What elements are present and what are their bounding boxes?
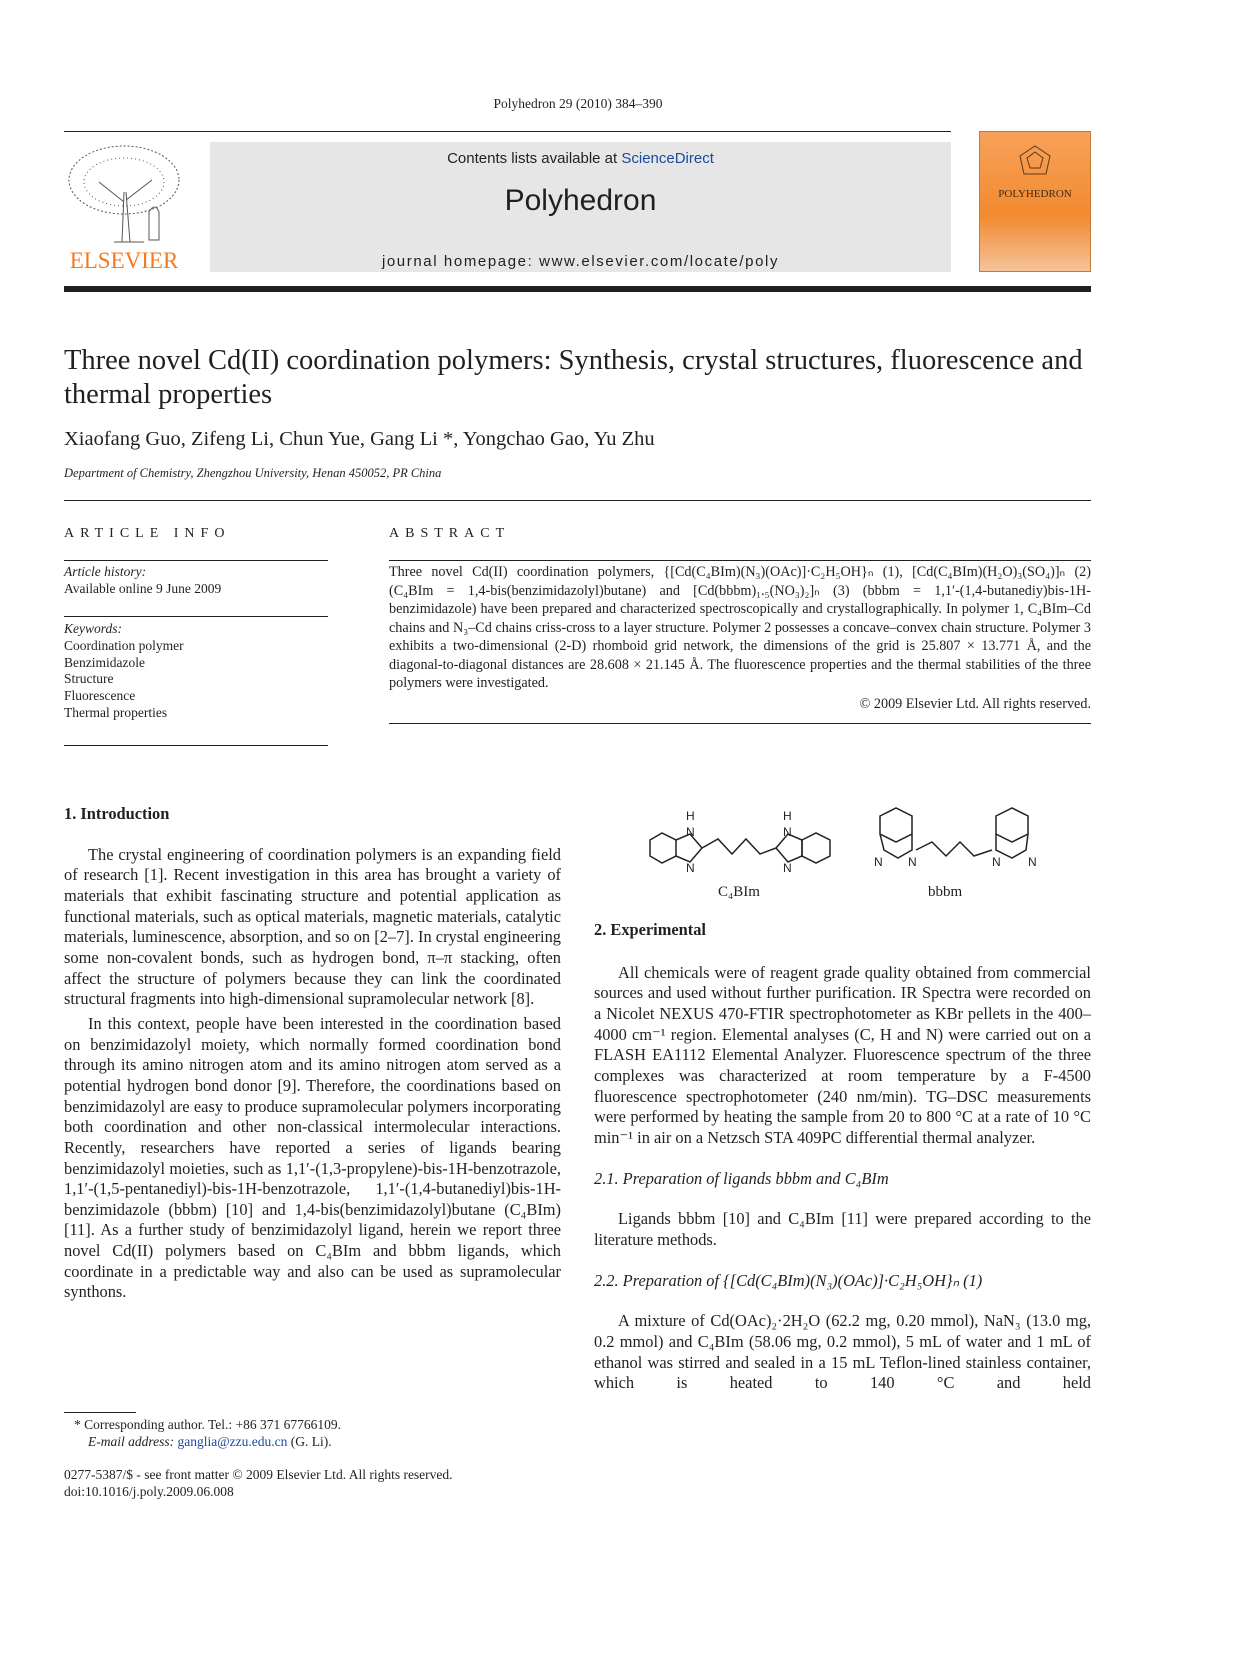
polyhedron-icon	[980, 138, 1090, 188]
affiliation: Department of Chemistry, Zhengzhou University, Henan 450052, PR China	[64, 466, 442, 480]
keywords: Keywords: Coordination polymer Benzimidazole Structure Fluorescence Thermal properties	[64, 621, 328, 722]
article-title: Three novel Cd(II) coordination polymers: Synthesis, crystal structures, fluorescence and thermal properties	[64, 345, 1083, 410]
elsevier-logo: ELSEVIER	[64, 142, 184, 274]
atom-label: N	[686, 861, 695, 875]
running-head: Polyhedron 29 (2010) 384–390	[493, 96, 663, 111]
keyword: Structure	[64, 671, 114, 687]
journal-cover: POLYHEDRON	[979, 131, 1091, 272]
journal-name: Polyhedron	[504, 184, 657, 217]
atom-label: N	[686, 825, 695, 839]
intro-paragraph: The crystal engineering of coordination polymers is an expanding field of research [1]. Recent investigation in this area has brought a variety of materials that exhibit fascinating structure and potential application as functional materials, such as optical materials, magnetic materials, catalytic materials, luminescence, absorption, and so on [2–7]. In crystal engineering some non-covalent bonds, such as hydrogen bond, π–π stacking, often affect the structure of polymers because they can link the coordinated structural fragments into high-dimensional supramolecular network [8].	[64, 844, 561, 1009]
subsection-paragraph: A mixture of Cd(OAc)₂·2H₂O (62.2 mg, 0.20 mmol), NaN₃ (13.0 mg, 0.2 mmol) and C₄BIm (58.06 mg, 0.2 mmol), 5 mL of water and 1 mL of ethanol was stirred and sealed in a 15 mL Teflon-lined stainless container, which is heated to 140 °C and held	[594, 1311, 1091, 1393]
right-column	[594, 920, 1091, 1394]
keyword: Coordination polymer	[64, 637, 184, 653]
abstract-block	[389, 563, 1091, 724]
benzene-ring	[996, 808, 1028, 842]
article-history: Article history: Available online 9 June 2009	[64, 564, 222, 596]
atom-label: H	[783, 809, 792, 823]
atom-label: N	[908, 855, 917, 869]
intro-paragraph: In this context, people have been interested in the coordination based on benzimidazolyl moiety, which normally formed coordination bond through its amino nitrogen atom and its amino nitrogen atom served as a potential hydrogen bond donor [9]. Therefore, the coordinations based on benzimidazolyl are easy to produce supramolecular polymers incorporating both coordination and other non-classical intermolecular interactions. Recently, researchers have reported a series of ligands bearing benzimidazolyl moieties, such as 1,1′-(1,3-propylene)-bis-1H-benzotrazole, 1,1′-(1,5-pentanediyl)-bis-1H-benzotrazole, 1,1′-(1,4-butanediyl)bis-1H-benzimidazole (bbbm) [10] and 1,4-bis(benzimidazolyl)butane (C₄BIm) [11]. As a further study of benzimidazolyl ligand, herein we report three novel Cd(II) polymers based on C₄BIm and bbbm ligands, which coordinate in a predictable way and also can be used as supramolecular synthons.	[64, 1013, 561, 1302]
divider	[64, 616, 328, 617]
ligand-label-c4bim: C₄BIm	[718, 884, 760, 900]
atom-label: N	[992, 855, 1001, 869]
footnote-rule	[64, 1412, 136, 1413]
left-column	[64, 804, 561, 1303]
divider	[389, 723, 1091, 724]
benzene-ring	[880, 808, 912, 842]
masthead-thick-rule	[64, 286, 1091, 292]
atom-label: N	[1028, 855, 1037, 869]
divider	[64, 500, 1091, 501]
section-heading-experimental: 2. Experimental	[594, 920, 706, 939]
benzene-ring	[802, 833, 830, 863]
divider	[64, 745, 328, 746]
author-list: Xiaofang Guo, Zifeng Li, Chun Yue, Gang Li *, Yongchao Gao, Yu Zhu	[64, 428, 655, 450]
divider	[64, 560, 328, 561]
keyword: Thermal properties	[64, 704, 168, 720]
subsection-paragraph: Ligands bbbm [10] and C₄BIm [11] were prepared according to the literature methods.	[594, 1209, 1091, 1249]
subsection-heading: 2.2. Preparation of {[Cd(C₄BIm)(N₃)(OAc)]·C₂H₅OH}ₙ (1)	[594, 1270, 983, 1290]
copyright: © 2009 Elsevier Ltd. All rights reserved.	[859, 695, 1091, 712]
atom-label: N	[783, 861, 792, 875]
front-matter: 0277-5387/$ - see front matter © 2009 Elsevier Ltd. All rights reserved. doi:10.1016/j.poly.2009.06.008	[64, 1467, 453, 1499]
ligand-label-bbbm: bbbm	[928, 884, 963, 900]
subsection-heading: 2.1. Preparation of ligands bbbm and C₄BIm	[594, 1168, 889, 1188]
footnote: * Corresponding author. Tel.: +86 371 67766109. E-mail address: ganglia@zzu.edu.cn (G. Li).	[74, 1417, 342, 1449]
header-rule	[64, 131, 951, 132]
keyword: Benzimidazole	[64, 654, 145, 670]
ligand-structures	[640, 806, 1060, 881]
divider	[389, 560, 1091, 561]
journal-homepage[interactable]: journal homepage: www.elsevier.com/locate/poly	[381, 253, 780, 270]
keyword: Fluorescence	[64, 688, 136, 704]
atom-label: N	[783, 825, 792, 839]
tree-icon	[64, 142, 184, 247]
experimental-paragraph: All chemicals were of reagent grade quality obtained from commercial sources and used without further purification. IR Spectra were recorded on a Nicolet NEXUS 470-FTIR spectrophotometer as KBr pellets in the 400–4000 cm⁻¹ region. Elemental analyses (C, H and N) were carried out on a FLASH EA1112 Elemental Analyzer. Fluorescence spectrum of the three complexes was characterized at room temperature by a F-4500 fluorescence spectrophotometer (240 nm/min). TG–DSC measurements were performed by heating the sample from 20 to 800 °C at a rate of 10 °C min⁻¹ in air on a Netzsch STA 409PC differential thermal analyzer.	[594, 962, 1091, 1147]
doi[interactable]: doi:10.1016/j.poly.2009.06.008	[64, 1484, 234, 1499]
abstract-text: Three novel Cd(II) coordination polymers, {[Cd(C₄BIm)(N₃)(OAc)]·C₂H₅OH}ₙ (1), [Cd(C₄BIm)(H₂O)₃(SO₄)]ₙ (2) (C₄BIm = 1,4-bis(benzimidazolyl)butane) and [Cd(bbbm)₁.₅(NO₃)₂]ₙ (3) (bbbm = 1,1′-(1,4-butanediy)bis-1H-benzimidazole) have been prepared and characterized spectroscopically and crystallographically. In polymer 1, C₄BIm–Cd chains and N₃–Cd chains criss-cross to a layer structure. Polymer 2 possesses a concave–convex chain structure. Polymer 3 exhibits a two-dimensional (2-D) rhomboid grid network, the dimensions of the grid is 25.807 × 13.771 Å, and the diagonal-to-diagonal distances are 28.608 × 21.145 Å. The fluorescence properties and the thermal stabilities of the three polymers were investigated.	[389, 564, 1091, 691]
atom-label: H	[686, 809, 695, 823]
sciencedirect-link[interactable]: ScienceDirect	[621, 150, 714, 167]
email-link[interactable]: ganglia@zzu.edu.cn	[177, 1434, 288, 1449]
abstract-heading: ABSTRACT	[389, 526, 511, 541]
article-info-heading: ARTICLE INFO	[64, 526, 231, 541]
atom-label: N	[874, 855, 883, 869]
ligand-scheme	[640, 806, 1060, 902]
benzene-ring	[650, 833, 676, 863]
section-heading-introduction: 1. Introduction	[64, 804, 170, 823]
contents-line: Contents lists available at ScienceDirect	[447, 150, 714, 167]
